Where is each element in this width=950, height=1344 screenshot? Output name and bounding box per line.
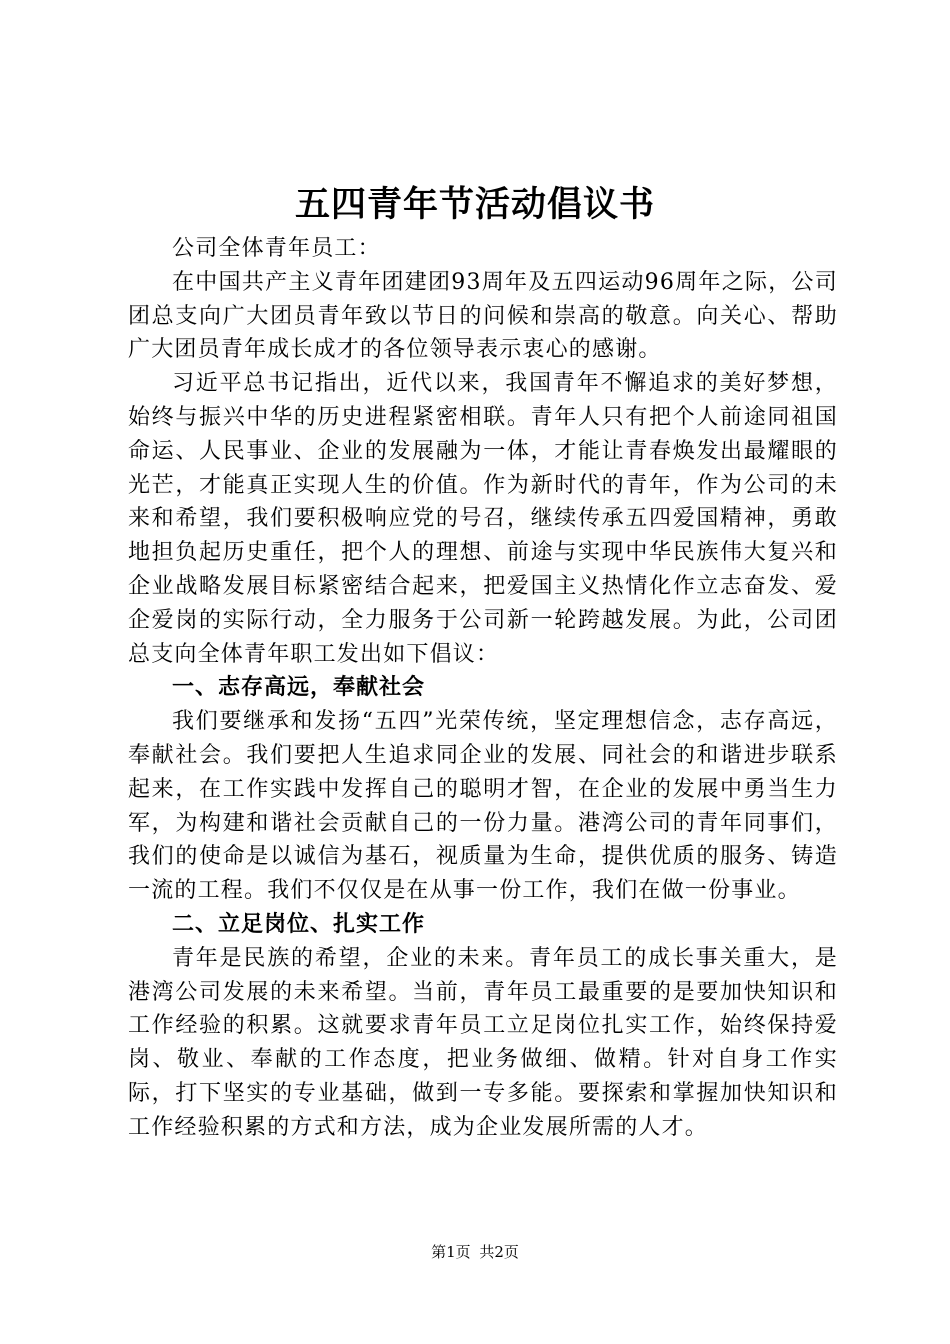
section-text-1: 我们要继承和发扬“五四”光荣传统，坚定理想信念，志存高远，奉献社会。我们要把人生追求同企业的发展、同社会的和谐进步联系起来，在工作实践中发挥自己的聪明才智，在企业的发展中勇当生力军，为构建和谐社会贡献自己的一份力量。港湾公司的青年同事们，我们的使命是以诚信为基石，视质量为生命，提供优质的服务、铸造一流的工程。我们不仅仅是在从事一份工作，我们在做一份事业。 [128,709,838,904]
section-heading-2: 二、立足岗位、扎实工作 [172,911,426,937]
document-body [128,232,838,1145]
salutation: 公司全体青年员工： [172,236,381,261]
intro-paragraph: 在中国共产主义青年团建团93周年及五四运动96周年之际，公司团总支向广大团员青年致以节日的问候和崇高的敬意。向关心、帮助广大团员青年成长成才的各位领导表示衷心的感谢。 [128,269,838,363]
page-number: 第1页 [431,1243,471,1261]
section-heading-1: 一、志存高远，奉献社会 [172,675,426,701]
context-paragraph: 习近平总书记指出，近代以来，我国青年不懈追求的美好梦想，始终与振兴中华的历史进程紧密相联。青年人只有把个人前途同祖国命运、人民事业、企业的发展融为一体，才能让青春焕发出最耀眼的光芒，才能真正实现人生的价值。作为新时代的青年，作为公司的未来和希望，我们要积极响应党的号召，继续传承五四爱国精神，勇敢地担负起历史重任，把个人的理想、前途与实现中华民族伟大复兴和企业战略发展目标紧密结合起来，把爱国主义热情化作立志奋发、爱企爱岗的实际行动，全力服务于公司新一轮跨越发展。为此，公司团总支向全体青年职工发出如下倡议： [128,371,838,667]
section-text-2: 青年是民族的希望，企业的未来。青年员工的成长事关重大，是港湾公司发展的未来希望。当前，青年员工最重要的是要加快知识和工作经验的积累。这就要求青年员工立足岗位扎实工作，始终保持爱岗、敬业、奉献的工作态度，把业务做细、做精。针对自身工作实际，打下坚实的专业基础，做到一专多能。要探索和掌握加快知识和工作经验积累的方式和方法，成为企业发展所需的人才。 [128,945,838,1140]
document-title: 五四青年节活动倡议书 [294,185,655,225]
page-footer [0,1242,950,1262]
page-total: 共2页 [479,1243,519,1261]
